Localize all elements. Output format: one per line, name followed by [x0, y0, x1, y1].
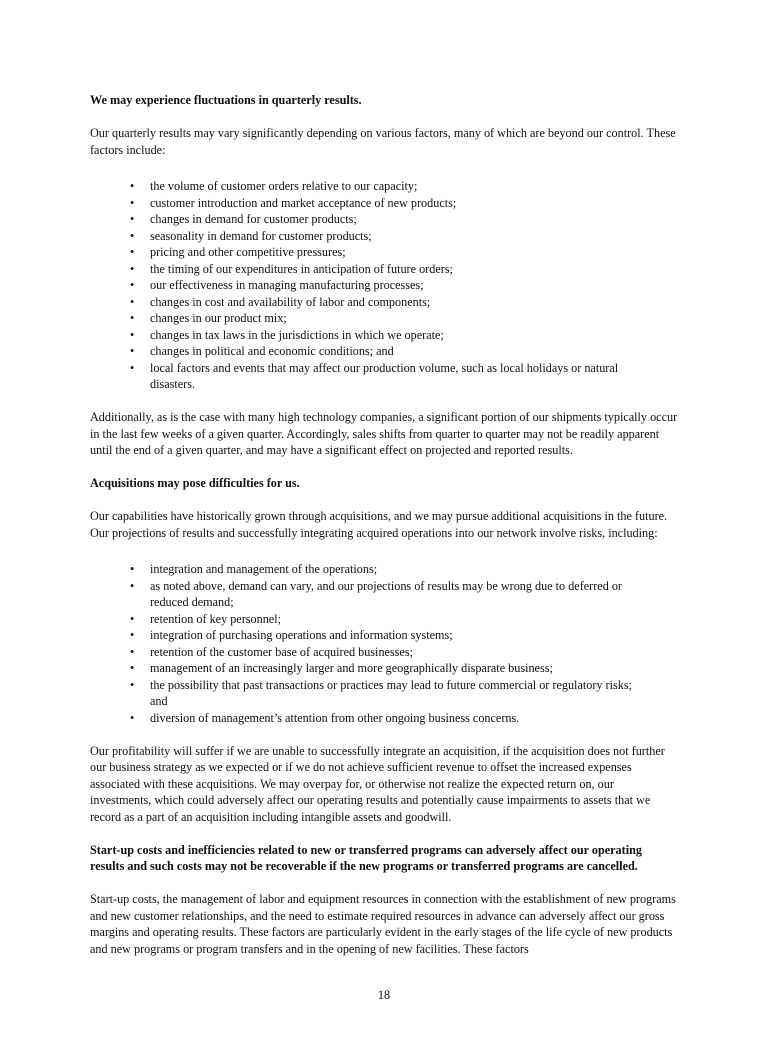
bullet-icon: •: [130, 562, 135, 576]
bullet-icon: •: [130, 228, 135, 243]
list-item: [90, 660, 678, 677]
list-item: [90, 195, 678, 212]
bullet-icon: •: [130, 661, 135, 675]
list-item-text: customer introduction and market acceptance of new products;: [150, 195, 457, 210]
list-item: [90, 561, 678, 578]
list-item-text: changes in tax laws in the jurisdictions in which we operate;: [150, 327, 444, 342]
list-item-text: changes in our product mix;: [150, 311, 287, 325]
list-item-text: the possibility that past transactions or practices may lead to future commercial or regulatory risks; and: [150, 677, 632, 708]
list-item-text: diversion of management’s attention from other ongoing business concerns.: [150, 710, 520, 725]
section-heading: We may experience fluctuations in quarterly results.: [90, 93, 362, 107]
bullet-icon: •: [130, 710, 135, 725]
list-item: [90, 244, 678, 261]
list-item: [90, 677, 678, 710]
bullet-icon: •: [130, 294, 135, 309]
list-item: [90, 294, 678, 311]
paragraph: Our capabilities have historically grown through acquisitions, and we may pursue additional acquisitions in the future. Our projections of results and successfully integrating acquired operations into our network involve risks, including:: [90, 509, 668, 540]
list-item: [90, 710, 678, 727]
bullet-icon: •: [130, 179, 135, 193]
list-item-text: changes in demand for customer products;: [150, 212, 357, 226]
bullet-icon: •: [130, 578, 135, 593]
list-item-text: changes in cost and availability of labor and components;: [150, 294, 431, 309]
bullet-icon: •: [130, 212, 135, 226]
list-item-text: integration of purchasing operations and information systems;: [150, 628, 453, 642]
list-item: [90, 627, 678, 644]
list-item: [90, 644, 678, 661]
bullet-icon: •: [130, 245, 135, 259]
list-item: [90, 578, 678, 611]
bullet-icon: •: [130, 628, 135, 642]
document-content: [90, 92, 678, 957]
page-number: 18: [377, 988, 391, 1002]
list-item-text: changes in political and economic conditions; and: [150, 344, 394, 358]
list-item: [90, 611, 678, 628]
list-item: [90, 228, 678, 245]
bullet-icon: •: [130, 278, 135, 292]
list-item: [90, 261, 678, 278]
list-item-text: management of an increasingly larger and more geographically disparate business;: [150, 661, 553, 675]
list-item-text: as noted above, demand can vary, and our projections of results may be wrong due to deferred or reduced demand;: [150, 578, 622, 609]
bullet-icon: •: [130, 327, 135, 342]
bullet-icon: •: [130, 677, 135, 692]
bullet-list: [90, 561, 678, 726]
list-item-text: the volume of customer orders relative to our capacity;: [150, 179, 418, 193]
list-item-text: integration and management of the operations;: [150, 562, 378, 576]
bullet-icon: •: [130, 611, 135, 626]
list-item: [90, 277, 678, 294]
list-item: [90, 360, 678, 393]
list-item-text: retention of key personnel;: [150, 611, 281, 626]
list-item: [90, 310, 678, 327]
section-heading: Start-up costs and inefficiencies related to new or transferred programs can adversely affect our operating results and such costs may not be recoverable if the new programs or transferred programs are cancelled.: [90, 842, 642, 873]
bullet-icon: •: [130, 360, 135, 375]
paragraph: Start-up costs, the management of labor and equipment resources in connection with the establishment of new programs and new customer relationships, and the need to estimate required resources in advance can adversely affect our gross margins and operating results. These factors are particularly evident in the early stages of the life cycle of new products and new programs or program transfers and in the opening of new facilities. These factors: [90, 892, 676, 956]
list-item: [90, 343, 678, 360]
document-page: [90, 0, 678, 1044]
bullet-list: [90, 178, 678, 393]
list-item: [90, 211, 678, 228]
list-item-text: retention of the customer base of acquired businesses;: [150, 644, 413, 659]
paragraph: Our profitability will suffer if we are unable to successfully integrate an acquisition, if the acquisition does not further our business strategy as we expected or if we do not achieve sufficient revenue to offset the increased expenses associated with these acquisitions. We may overpay for, or otherwise not realize the expected return on, our investments, which could adversely affect our operating results and potentially cause impairments to assets that we record as a part of an acquisition including intangible assets and goodwill.: [90, 743, 665, 824]
list-item-text: the timing of our expenditures in anticipation of future orders;: [150, 261, 453, 276]
paragraph: Additionally, as is the case with many high technology companies, a significant portion of our shipments typically occur in the last few weeks of a given quarter. Accordingly, sales shifts from quarter to quarter may not be readily apparent until the end of a given quarter, and may have a significant effect on projected and reported results.: [90, 410, 678, 457]
bullet-icon: •: [130, 261, 135, 276]
list-item-text: pricing and other competitive pressures;: [150, 245, 346, 259]
list-item-text: seasonality in demand for customer products;: [150, 228, 372, 243]
paragraph: Our quarterly results may vary significantly depending on various factors, many of which are beyond our control. These factors include:: [90, 126, 676, 157]
list-item-text: our effectiveness in managing manufacturing processes;: [150, 278, 424, 292]
list-item: [90, 178, 678, 195]
section-heading: Acquisitions may pose difficulties for us.: [90, 476, 300, 490]
bullet-icon: •: [130, 195, 135, 210]
bullet-icon: •: [130, 344, 135, 358]
bullet-icon: •: [130, 644, 135, 659]
bullet-icon: •: [130, 311, 135, 325]
list-item: [90, 327, 678, 344]
list-item-text: local factors and events that may affect our production volume, such as local holidays or natural disasters.: [150, 360, 619, 391]
